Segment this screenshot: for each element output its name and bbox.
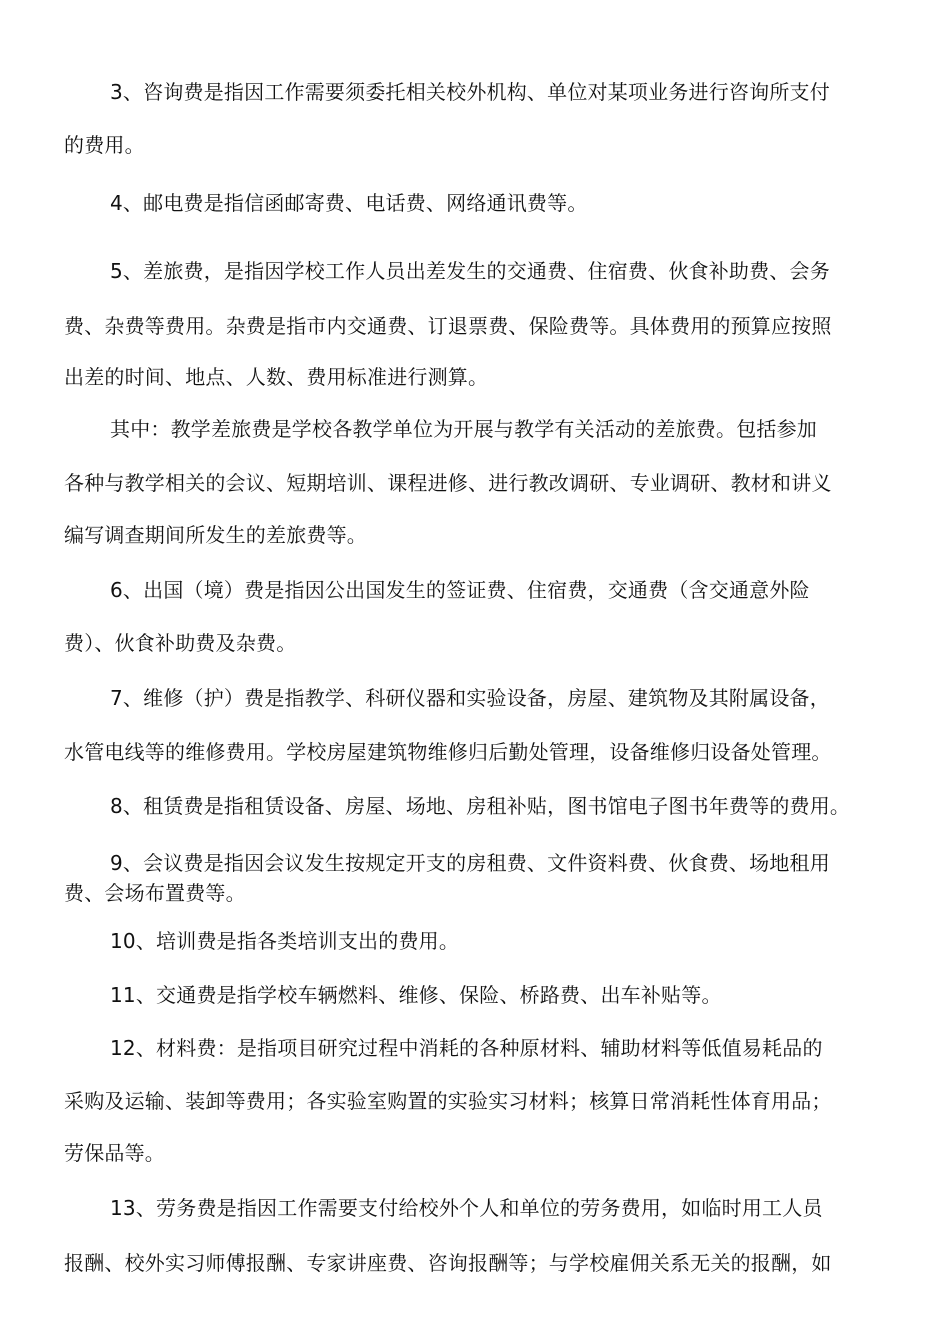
- paragraph-line: 费）、伙食补助费及杂费。: [64, 631, 297, 655]
- paragraph-line: 7、维修（护）费是指教学、科研仪器和实验设备，房屋、建筑物及其附属设备，: [110, 686, 830, 710]
- paragraph-line: 11、交通费是指学校车辆燃料、维修、保险、桥路费、出车补贴等。: [110, 983, 722, 1007]
- paragraph-line: 采购及运输、装卸等费用；各实验室购置的实验实习材料；核算日常消耗性体育用品；: [64, 1089, 832, 1113]
- paragraph-line: 编写调查期间所发生的差旅费等。: [64, 523, 367, 547]
- paragraph-line: 费、杂费等费用。杂费是指市内交通费、订退票费、保险费等。具体费用的预算应按照: [64, 314, 832, 338]
- paragraph-line: 费、会场布置费等。: [64, 881, 246, 905]
- paragraph-line: 10、培训费是指各类培训支出的费用。: [110, 929, 460, 953]
- paragraph-line: 水管电线等的维修费用。学校房屋建筑物维修归后勤处管理，设备维修归设备处管理。: [64, 740, 832, 764]
- paragraph-line: 8、租赁费是指租赁设备、房屋、场地、房租补贴，图书馆电子图书年费等的费用。: [110, 794, 851, 818]
- paragraph-line: 劳保品等。: [64, 1141, 165, 1165]
- paragraph-line: 13、劳务费是指因工作需要支付给校外个人和单位的劳务费用，如临时用工人员: [110, 1196, 823, 1220]
- paragraph-line: 6、出国（境）费是指因公出国发生的签证费、住宿费，交通费（含交通意外险: [110, 578, 810, 602]
- paragraph-line: 5、差旅费，是指因学校工作人员出差发生的交通费、住宿费、伙食补助费、会务: [110, 259, 830, 283]
- paragraph-line: 其中：教学差旅费是学校各教学单位为开展与教学有关活动的差旅费。包括参加: [110, 417, 817, 441]
- paragraph-line: 报酬、校外实习师傅报酬、专家讲座费、咨询报酬等；与学校雇佣关系无关的报酬，如: [64, 1251, 832, 1275]
- paragraph-line: 12、材料费：是指项目研究过程中消耗的各种原材料、辅助材料等低值易耗品的: [110, 1036, 823, 1060]
- paragraph-line: 各种与教学相关的会议、短期培训、课程进修、进行教改调研、专业调研、教材和讲义: [64, 471, 832, 495]
- paragraph-line: 9、会议费是指因会议发生按规定开支的房租费、文件资料费、伙食费、场地租用: [110, 851, 830, 875]
- paragraph-line: 的费用。: [64, 133, 145, 157]
- paragraph-line: 出差的时间、地点、人数、费用标准进行测算。: [64, 365, 489, 389]
- paragraph-line: 3、咨询费是指因工作需要须委托相关校外机构、单位对某项业务进行咨询所支付: [110, 80, 830, 104]
- paragraph-line: 4、邮电费是指信函邮寄费、电话费、网络通讯费等。: [110, 191, 588, 215]
